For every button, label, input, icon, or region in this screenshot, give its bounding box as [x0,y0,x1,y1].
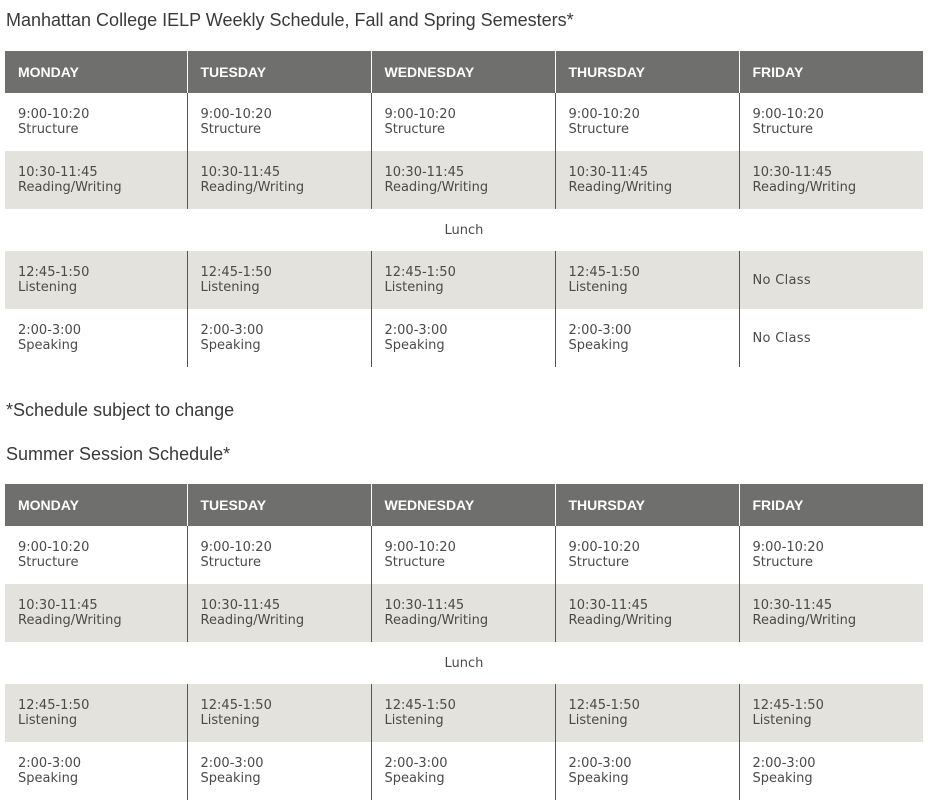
class-subject: Reading/Writing [18,180,122,195]
schedule-cell [5,93,187,151]
class-time: 10:30-11:45 [18,165,98,180]
class-time: 9:00-10:20 [568,107,640,122]
class-time: 10:30-11:45 [200,598,281,613]
class-time: 10:30-11:45 [752,165,833,180]
table-row [5,309,923,367]
class-time: 12:45-1:50 [18,265,90,280]
no-class-text: No Class [752,272,811,288]
class-time: 12:45-1:50 [200,698,272,713]
day-header-thursday: THURSDAY [555,51,739,93]
class-subject: Listening [384,280,444,295]
schedule-cell [555,584,739,642]
class-subject: Reading/Writing [200,613,305,628]
schedule-cell [187,251,371,309]
schedule-cell [739,251,923,309]
class-subject: Speaking [568,338,629,353]
class-time: 2:00-3:00 [200,756,264,771]
class-subject: Reading/Writing [568,180,673,195]
day-header-friday: FRIDAY [739,51,923,93]
class-subject: Structure [18,555,79,570]
schedule-cell [555,309,739,367]
schedule-cell [371,309,555,367]
day-header-friday: FRIDAY [739,484,923,526]
class-subject: Speaking [568,771,629,786]
class-time: 2:00-3:00 [752,756,816,771]
class-time: 9:00-10:20 [200,540,272,555]
schedule-cell [739,151,923,209]
class-time: 2:00-3:00 [568,756,632,771]
schedule-footnote: *Schedule subject to change [6,400,235,420]
class-subject: Speaking [18,771,79,786]
class-subject: Reading/Writing [752,613,857,628]
class-subject: Structure [200,122,261,137]
table-row [5,742,923,800]
class-subject: Speaking [752,771,813,786]
class-time: 2:00-3:00 [200,323,264,338]
class-subject: Reading/Writing [18,613,122,628]
class-subject: Listening [200,280,260,295]
schedule-cell [371,151,555,209]
class-time: 9:00-10:20 [752,107,824,122]
class-subject: Reading/Writing [384,613,489,628]
class-subject: Structure [384,555,445,570]
table-row [5,93,923,151]
day-header-thursday: THURSDAY [555,484,739,526]
day-header-wednesday: WEDNESDAY [371,484,555,526]
class-time: 2:00-3:00 [18,323,82,338]
class-subject: Reading/Writing [568,613,673,628]
schedule-cell [371,684,555,742]
schedule-cell [555,151,739,209]
class-time: 9:00-10:20 [200,107,272,122]
table-row [5,684,923,742]
summer-title: Summer Session Schedule* [6,444,231,464]
class-time: 12:45-1:50 [384,698,456,713]
class-subject: Listening [384,713,444,728]
class-time: 12:45-1:50 [384,265,456,280]
lunch-label: Lunch [5,209,923,251]
class-time: 12:45-1:50 [200,265,272,280]
schedule-cell [187,742,371,800]
class-subject: Listening [18,713,78,728]
schedule-cell [555,93,739,151]
class-time: 10:30-11:45 [568,598,649,613]
schedule-header-row [5,51,923,93]
class-time: 10:30-11:45 [752,598,833,613]
schedule-cell [5,584,187,642]
class-time: 10:30-11:45 [384,165,465,180]
summer-schedule-table [5,484,923,800]
class-subject: Structure [752,555,813,570]
schedule-header-row [5,484,923,526]
schedule-cell [739,742,923,800]
class-subject: Structure [18,122,79,137]
class-subject: Listening [568,280,628,295]
class-subject: Reading/Writing [752,180,857,195]
class-subject: Listening [568,713,628,728]
schedule-cell [187,684,371,742]
class-time: 10:30-11:45 [384,598,465,613]
day-header-tuesday: TUESDAY [187,484,371,526]
class-time: 9:00-10:20 [18,540,90,555]
lunch-row [5,642,923,684]
table-row [5,584,923,642]
class-subject: Listening [18,280,78,295]
class-time: 10:30-11:45 [568,165,649,180]
fall-spring-schedule-table [5,51,923,367]
schedule-cell [5,151,187,209]
class-time: 9:00-10:20 [568,540,640,555]
class-subject: Listening [752,713,812,728]
table-row [5,151,923,209]
no-class-text: No Class [752,330,811,346]
class-time: 9:00-10:20 [18,107,90,122]
day-header-monday: MONDAY [5,484,187,526]
class-time: 2:00-3:00 [18,756,82,771]
schedule-cell [371,584,555,642]
fall-spring-title: Manhattan College IELP Weekly Schedule, Fall and Spring Semesters* [6,10,574,30]
schedule-cell [555,742,739,800]
class-time: 2:00-3:00 [568,323,632,338]
schedule-cell [739,93,923,151]
class-subject: Speaking [18,338,79,353]
class-time: 9:00-10:20 [384,107,456,122]
class-subject: Structure [384,122,445,137]
schedule-cell [5,526,187,584]
class-subject: Structure [568,122,629,137]
class-time: 12:45-1:50 [568,698,640,713]
schedule-cell [555,526,739,584]
lunch-row [5,209,923,251]
schedule-cell [371,251,555,309]
schedule-cell [187,93,371,151]
schedule-cell [555,251,739,309]
day-header-wednesday: WEDNESDAY [371,51,555,93]
class-subject: Speaking [200,338,261,353]
class-subject: Structure [752,122,813,137]
class-time: 10:30-11:45 [200,165,281,180]
day-header-tuesday: TUESDAY [187,51,371,93]
schedule-cell [5,684,187,742]
schedule-cell [5,251,187,309]
schedule-cell [555,684,739,742]
schedule-cell [371,93,555,151]
schedule-cell [5,742,187,800]
class-subject: Reading/Writing [384,180,489,195]
class-time: 10:30-11:45 [18,598,98,613]
class-time: 12:45-1:50 [18,698,90,713]
class-time: 9:00-10:20 [752,540,824,555]
schedule-cell [187,526,371,584]
class-subject: Structure [200,555,261,570]
class-subject: Listening [200,713,260,728]
schedule-cell [371,526,555,584]
class-subject: Reading/Writing [200,180,305,195]
schedule-cell [739,526,923,584]
class-subject: Speaking [384,771,445,786]
schedule-cell [187,309,371,367]
lunch-label: Lunch [5,642,923,684]
class-time: 9:00-10:20 [384,540,456,555]
schedule-cell [371,742,555,800]
schedule-cell [187,584,371,642]
class-subject: Structure [568,555,629,570]
schedule-cell [739,309,923,367]
table-row [5,526,923,584]
schedule-cell [739,584,923,642]
class-time: 2:00-3:00 [384,756,448,771]
class-time: 12:45-1:50 [568,265,640,280]
schedule-cell [739,684,923,742]
table-row [5,251,923,309]
class-subject: Speaking [384,338,445,353]
schedule-cell [187,151,371,209]
class-subject: Speaking [200,771,261,786]
class-time: 12:45-1:50 [752,698,824,713]
day-header-monday: MONDAY [5,51,187,93]
schedule-cell [5,309,187,367]
class-time: 2:00-3:00 [384,323,448,338]
